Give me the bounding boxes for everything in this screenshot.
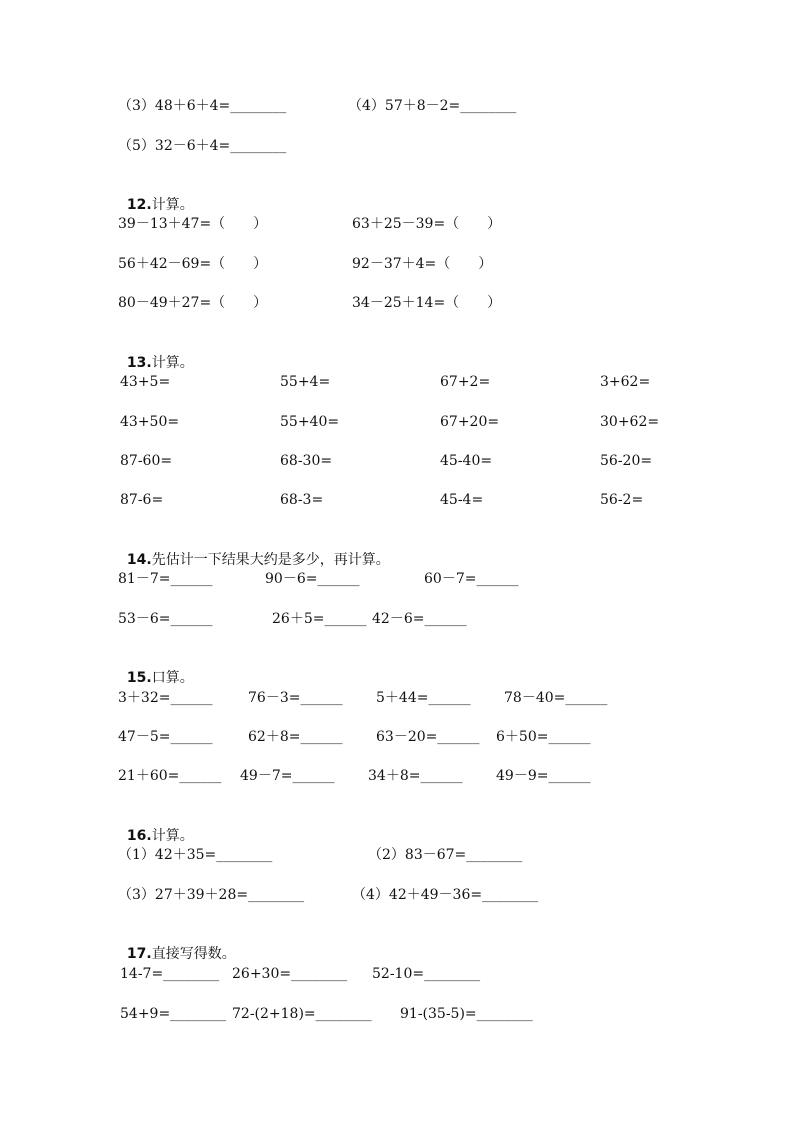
q13-heading [118,333,194,373]
q13-item: 68-3= [280,492,324,508]
q13-item: 67+2= [440,374,491,390]
q15-heading [118,648,194,688]
q15-item: 49－9=______ [496,768,591,784]
q17-title: 直接写得数。 [151,946,236,962]
q17-item: 52-10=________ [372,966,481,982]
q15-item: 34＋8=______ [368,768,463,784]
q17-item: 26+30=________ [232,966,348,982]
q11-item-4: （4）57＋8－2=________ [348,98,517,114]
q16-title: 计算。 [151,828,194,844]
q14-item: 53－6=______ [118,611,213,627]
q15-item: 76－3=______ [248,690,343,706]
q13-item: 87-6= [120,492,164,508]
q16-item-2: （2）83－67=________ [368,847,523,863]
q11-item-5: （5）32－6＋4=________ [118,138,287,154]
q13-item: 68-30= [280,453,333,469]
q15-item: 3＋32=______ [118,690,213,706]
q12-item: 39－13＋47=（ ） [118,216,268,232]
q14-item: 81－7=______ [118,571,213,587]
q12-item: 34－25＋14=（ ） [352,295,502,311]
q17-number: 17. [126,946,152,962]
q12-item: 80－49＋27=（ ） [118,295,268,311]
q14-heading [118,530,390,570]
q17-item: 54+9=________ [120,1006,227,1022]
q15-item: 6＋50=______ [496,729,591,745]
q17-item: 14-7=________ [120,966,220,982]
q15-item: 5＋44=______ [376,690,471,706]
q16-item-1: （1）42＋35=________ [118,847,273,863]
q12-item: 92－37＋4=（ ） [352,256,493,272]
q12-item: 56＋42－69=（ ） [118,256,268,272]
q15-item: 21＋60=______ [118,768,222,784]
q13-item: 87-60= [120,453,173,469]
q13-item: 30+62= [600,414,660,430]
q17-item: 91-(35-5)=________ [400,1006,533,1022]
q17-heading [118,924,236,964]
q15-item: 63－20=______ [376,729,480,745]
q13-item: 56-2= [600,492,644,508]
q15-number: 15. [126,670,152,686]
q13-item: 55+40= [280,414,340,430]
q13-item: 45-40= [440,453,493,469]
q14-item: 26＋5=______ [272,611,367,627]
q15-title: 口算。 [151,670,194,686]
q12-number: 12. [126,197,152,213]
q16-heading [118,806,194,846]
q13-title: 计算。 [151,355,194,371]
q12-heading [118,175,194,215]
q11-item-3: （3）48＋6＋4=________ [118,98,287,114]
q12-item: 63＋25－39=（ ） [352,216,502,232]
q17-item: 72-(2+18)=________ [232,1006,372,1022]
q14-item: 90－6=______ [265,571,360,587]
q13-item: 45-4= [440,492,484,508]
q13-number: 13. [126,355,152,371]
q12-title: 计算。 [151,197,194,213]
q14-item: 60－7=______ [424,571,519,587]
q15-item: 49－7=______ [240,768,335,784]
q13-item: 55+4= [280,374,331,390]
q16-number: 16. [126,828,152,844]
q14-number: 14. [126,552,152,568]
q13-item: 3+62= [600,374,651,390]
q13-item: 43+50= [120,414,180,430]
q14-item: 42－6=______ [372,611,467,627]
q13-item: 67+20= [440,414,500,430]
q16-item-3: （3）27＋39＋28=________ [118,887,305,903]
q14-title: 先估计一下结果大约是多少，再计算。 [151,552,390,568]
q15-item: 62＋8=______ [248,729,343,745]
q16-item-4: （4）42＋49－36=________ [352,887,539,903]
q15-item: 78－40=______ [504,690,608,706]
q13-item: 56-20= [600,453,653,469]
q15-item: 47－5=______ [118,729,213,745]
q13-item: 43+5= [120,374,171,390]
